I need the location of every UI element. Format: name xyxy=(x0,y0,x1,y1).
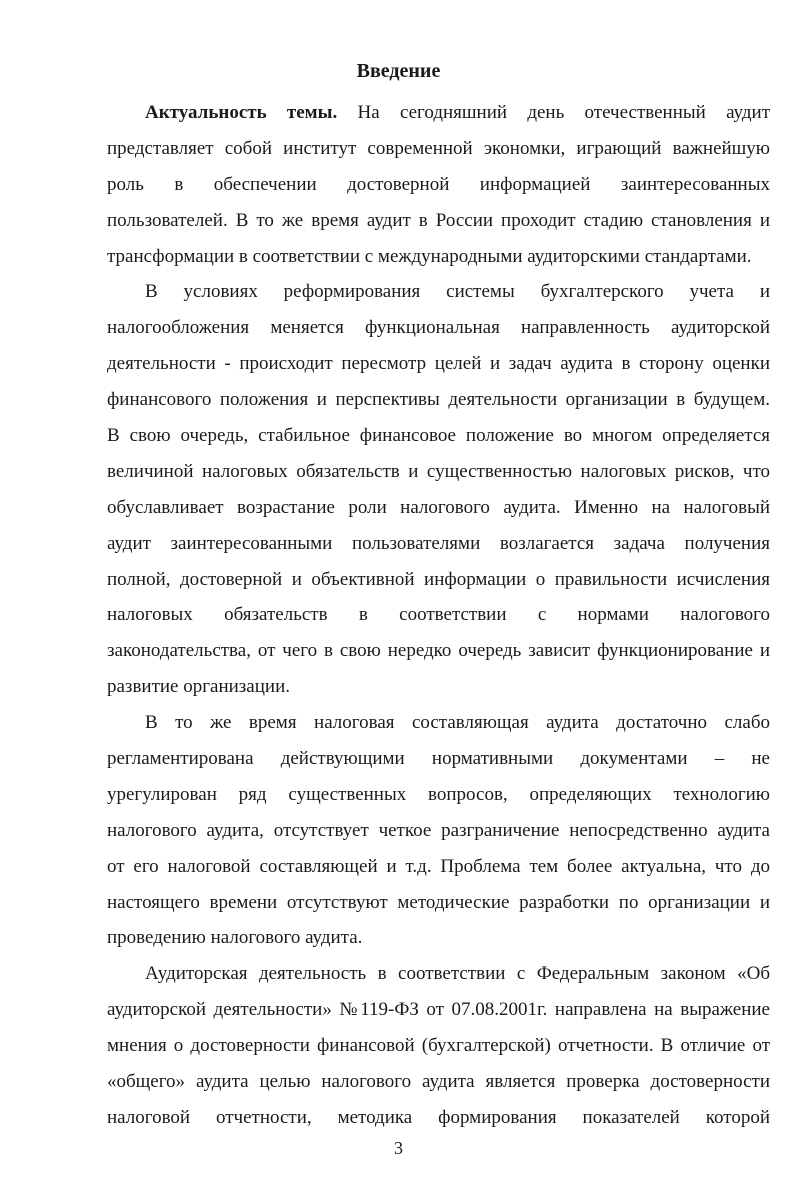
line-text: аудиторской деятельности» №119-ФЗ от 07.08.2001г. направлена на выражение xyxy=(107,999,770,1021)
line-text: налоговой отчетности, методика формирования показателей которой xyxy=(107,1106,770,1128)
text-line xyxy=(107,920,770,956)
line-text: налоговых обязательств в соответствии с нормами налогового xyxy=(107,604,770,626)
text-line xyxy=(107,310,770,346)
text-line xyxy=(107,885,770,921)
text-line xyxy=(107,274,770,310)
lead-heading: Актуальность темы. xyxy=(145,102,338,123)
text-line xyxy=(107,203,770,239)
line-text: роль в обеспечении достоверной информацией заинтересованных xyxy=(107,173,770,195)
document-body xyxy=(107,95,770,1136)
line-text: мнения о достоверности финансовой (бухгалтерской) отчетности. В отличие от xyxy=(107,1035,770,1057)
line-text: законодательства, от чего в свою нередко очередь зависит функционирование и xyxy=(107,640,770,662)
text-line xyxy=(107,562,770,598)
paragraph xyxy=(107,95,770,274)
text-line xyxy=(107,454,770,490)
line-text: «общего» аудита целью налогового аудита является проверка достоверности xyxy=(107,1071,770,1093)
text-line xyxy=(107,490,770,526)
text-line xyxy=(107,633,770,669)
line-text: аудит заинтересованными пользователями возлагается задача получения xyxy=(107,532,770,554)
line-text: обуславливает возрастание роли налогового аудита. Именно на налоговый xyxy=(107,496,770,518)
paragraph xyxy=(107,274,770,705)
line-text: представляет собой институт современной экономки, играющий важнейшую xyxy=(107,137,770,159)
text-line xyxy=(107,705,770,741)
line-text: полной, достоверной и объективной информации о правильности исчисления xyxy=(107,568,770,590)
text-line xyxy=(107,956,770,992)
line-text: от его налоговой составляющей и т.д. Проблема тем более актуальна, что до xyxy=(107,855,770,877)
text-line xyxy=(107,167,770,203)
text-line xyxy=(107,669,770,705)
line-text: На сегодняшний день отечественный аудит xyxy=(357,102,771,123)
text-line xyxy=(107,1028,770,1064)
page-number: 3 xyxy=(394,1138,403,1158)
line-text: Аудиторская деятельность в соответствии с Федеральным законом «Об xyxy=(145,963,770,985)
text-line xyxy=(107,992,770,1028)
line-text: В условиях реформирования системы бухгалтерского учета и xyxy=(145,281,770,303)
text-line xyxy=(107,849,770,885)
line-text: В свою очередь, стабильное финансовое положение во многом определяется xyxy=(107,425,770,447)
text-line xyxy=(107,777,770,813)
text-line xyxy=(107,239,770,275)
line-text: проведению налогового аудита. xyxy=(107,927,363,949)
text-line xyxy=(107,346,770,382)
text-line xyxy=(107,1100,770,1136)
line-text: урегулирован ряд существенных вопросов, определяющих технологию xyxy=(107,783,770,805)
line-text: пользователей. В то же время аудит в России проходит стадию становления и xyxy=(107,209,770,231)
text-line xyxy=(107,1064,770,1100)
text-line xyxy=(107,597,770,633)
paragraph xyxy=(107,956,770,1135)
text-line xyxy=(107,131,770,167)
line-text: величиной налоговых обязательств и существенностью налоговых рисков, что xyxy=(107,460,770,482)
line-text: развитие организации. xyxy=(107,676,290,698)
line-text: налогового аудита, отсутствует четкое разграничение непосредственно аудита xyxy=(107,819,770,841)
line-text: деятельности - происходит пересмотр целей и задач аудита в сторону оценки xyxy=(107,353,770,375)
line-text: настоящего времени отсутствуют методические разработки по организации и xyxy=(107,891,770,913)
text-line xyxy=(107,382,770,418)
text-line xyxy=(107,813,770,849)
text-line xyxy=(107,95,770,131)
line-text: трансформации в соответствии с международными аудиторскими стандартами. xyxy=(107,245,752,267)
line-text: финансового положения и перспективы деятельности организации в будущем. xyxy=(107,389,770,411)
text-line xyxy=(107,418,770,454)
text-line xyxy=(107,526,770,562)
line-text: В то же время налоговая составляющая аудита достаточно слабо xyxy=(145,712,770,734)
paragraph xyxy=(107,705,770,956)
text-line xyxy=(107,741,770,777)
page-title: Введение xyxy=(356,60,441,82)
line-text: налогообложения меняется функциональная направленность аудиторской xyxy=(107,317,770,339)
line-text: регламентирована действующими нормативными документами – не xyxy=(107,748,770,770)
